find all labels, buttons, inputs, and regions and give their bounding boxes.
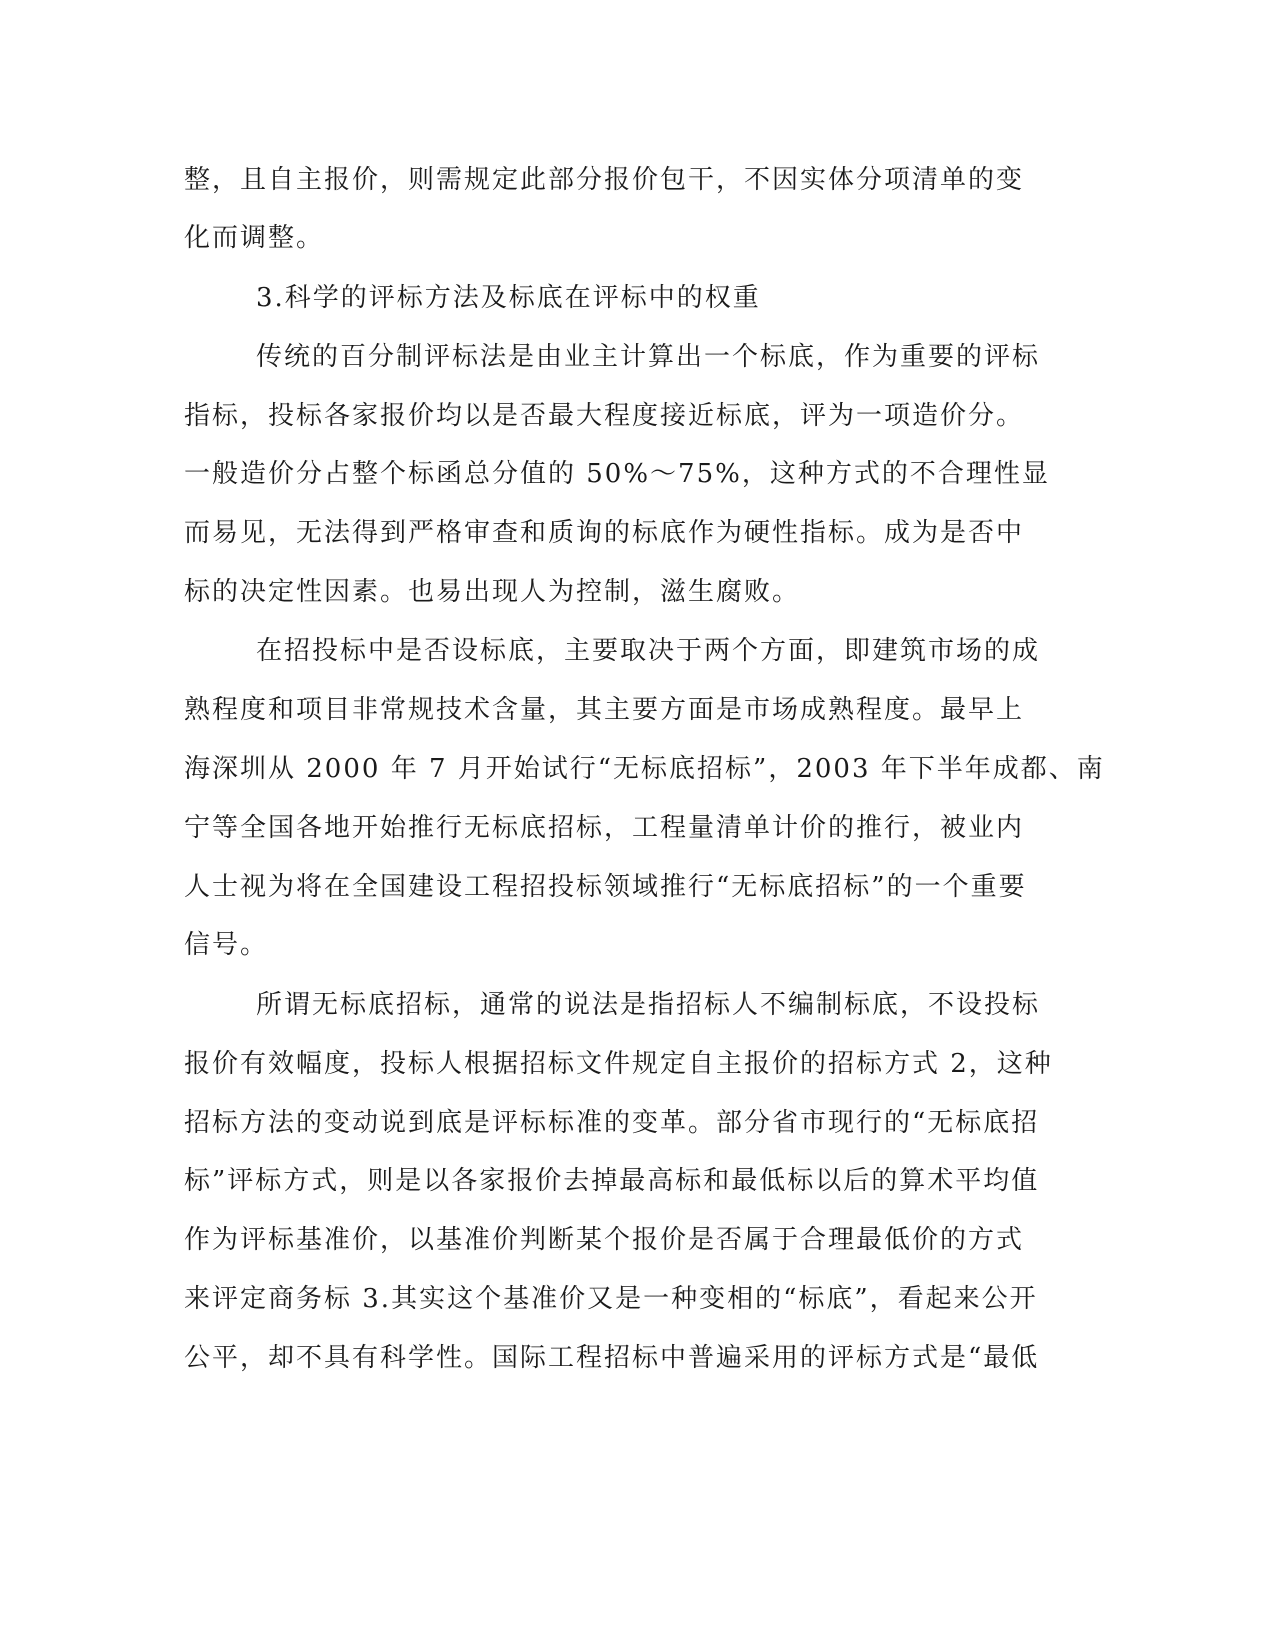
text-line: 指标，投标各家报价均以是否最大程度接近标底，评为一项造价分。	[184, 401, 1025, 431]
text-line: 人士视为将在全国建设工程招投标领域推行“无标底招标”的一个重要	[184, 872, 1027, 902]
text-line: 一般造价分占整个标函总分值的 50%～75%，这种方式的不合理性显	[184, 459, 1050, 489]
text-line: 信号。	[184, 930, 269, 960]
text-line: 所谓无标底招标，通常的说法是指招标人不编制标底，不设投标	[256, 990, 1041, 1020]
text-line: 而易见，无法得到严格审查和质询的标底作为硬性指标。成为是否中	[184, 518, 1025, 548]
text-line: 标”评标方式，则是以各家报价去掉最高标和最低标以后的算术平均值	[184, 1166, 1040, 1196]
text-line: 公平，却不具有科学性。国际工程招标中普遍采用的评标方式是“最低	[184, 1343, 1040, 1373]
text-line: 来评定商务标 3.其实这个基准价又是一种变相的“标底”，看起来公开	[184, 1284, 1038, 1314]
text-line: 宁等全国各地开始推行无标底招标，工程量清单计价的推行，被业内	[184, 813, 1025, 843]
text-line: 海深圳从 2000 年 7 月开始试行“无标底招标”，2003 年下半年成都、南	[184, 754, 1105, 784]
section-heading: 3.科学的评标方法及标底在评标中的权重	[256, 283, 761, 313]
text-line: 化而调整。	[184, 223, 325, 253]
text-line: 标的决定性因素。也易出现人为控制，滋生腐败。	[184, 577, 801, 607]
text-line: 招标方法的变动说到底是评标标准的变革。部分省市现行的“无标底招	[184, 1108, 1040, 1138]
text-line: 整，且自主报价，则需规定此部分报价包干，不因实体分项清单的变	[184, 165, 1025, 195]
text-line: 报价有效幅度，投标人根据招标文件规定自主报价的招标方式 2，这种	[184, 1049, 1053, 1079]
text-line: 传统的百分制评标法是由业主计算出一个标底，作为重要的评标	[256, 342, 1041, 372]
text-line: 在招投标中是否设标底，主要取决于两个方面，即建筑市场的成	[256, 636, 1041, 666]
text-line: 作为评标基准价，以基准价判断某个报价是否属于合理最低价的方式	[184, 1225, 1025, 1255]
text-line: 熟程度和项目非常规技术含量，其主要方面是市场成熟程度。最早上	[184, 695, 1025, 725]
